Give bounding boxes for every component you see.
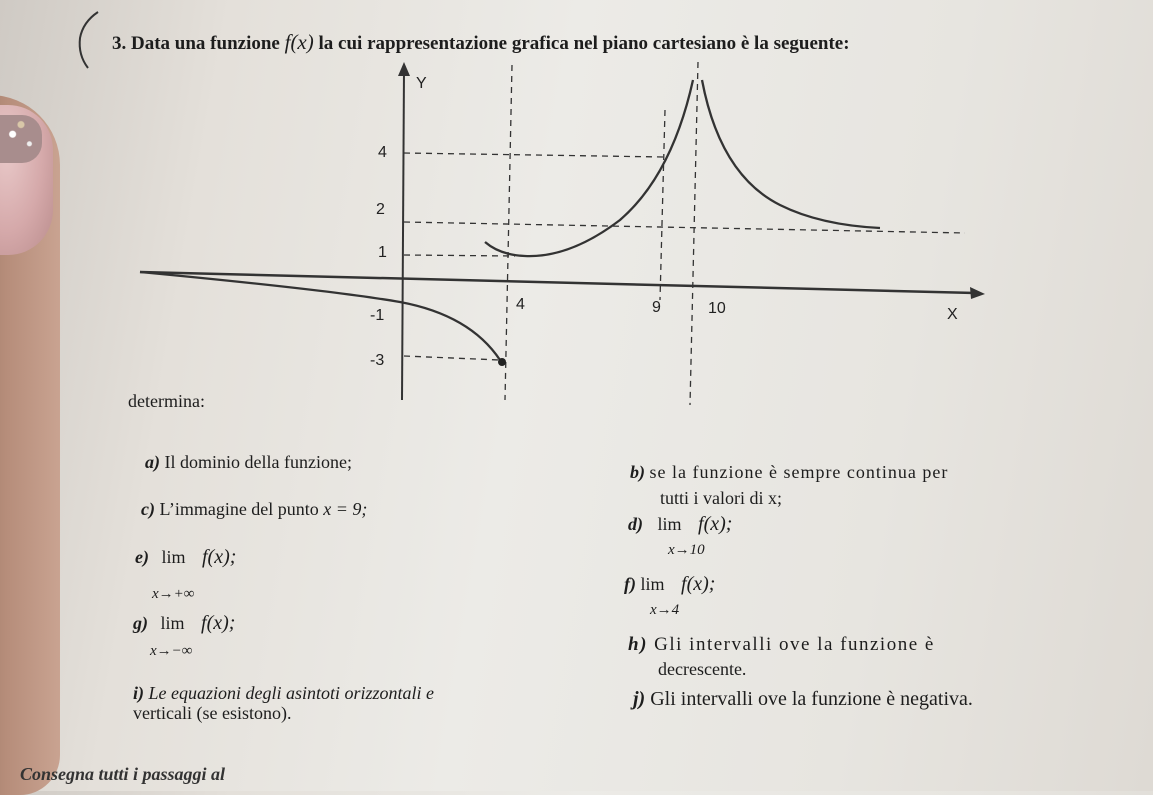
y-tick-1: 1 xyxy=(378,244,387,261)
question-h-line2: decrescente. xyxy=(658,659,747,679)
question-e: e) lim f(x); xyxy=(135,546,237,568)
exercise-title: 3. Data una funzione f(x) la cui rappresentazione grafica nel piano cartesiano è la seguente: xyxy=(112,30,850,54)
curve-right-branch xyxy=(702,80,880,228)
question-d: d) lim f(x); xyxy=(628,513,733,535)
question-g-sub: x→−∞ xyxy=(150,643,193,659)
y-axis xyxy=(402,70,404,400)
question-b: b) se la funzione è sempre continua per xyxy=(630,462,949,482)
curve-left-branch xyxy=(140,272,500,360)
question-e-sub: x→+∞ xyxy=(152,586,195,602)
pen-mark xyxy=(80,12,98,68)
y-axis-label: Y xyxy=(416,75,427,92)
endpoint-dot xyxy=(498,358,506,366)
x-tick-9: 9 xyxy=(652,299,661,316)
question-j: j) Gli intervalli ove la funzione è negativa. xyxy=(633,688,973,710)
y-tick-minus-3: -3 xyxy=(370,352,385,369)
x-tick-10: 10 xyxy=(708,300,726,317)
question-i: i) Le equazioni degli asintoti orizzontali e xyxy=(133,683,435,703)
question-f: f) lim f(x); xyxy=(624,573,716,595)
curve-middle-branch xyxy=(485,80,693,256)
x-axis xyxy=(140,272,975,293)
question-f-sub: x→4 xyxy=(650,602,680,618)
question-a: a) Il dominio della funzione; xyxy=(145,452,352,472)
question-d-sub: x→10 xyxy=(668,542,705,558)
y-tick-minus-1: -1 xyxy=(370,307,385,324)
question-c: c) L’immagine del punto x = 9; xyxy=(141,499,368,519)
question-i-line2: verticali (se esistono). xyxy=(133,703,292,723)
y-tick-4: 4 xyxy=(378,144,387,161)
y-axis-arrow xyxy=(398,62,410,76)
y-tick-2: 2 xyxy=(376,201,385,218)
footer-note: Consegna tutti i passaggi al xyxy=(20,764,226,784)
exercise-number: 3. xyxy=(112,33,127,54)
question-b-line2: tutti i valori di x; xyxy=(660,488,782,508)
x-tick-4: 4 xyxy=(516,296,525,313)
question-h: h) Gli intervalli ove la funzione è xyxy=(628,634,935,655)
x-axis-arrow xyxy=(970,287,985,299)
question-g: g) lim f(x); xyxy=(133,612,236,634)
x-axis-label: X xyxy=(947,306,958,323)
determina-label: determina: xyxy=(128,391,205,411)
title-fx: f(x) xyxy=(284,30,314,54)
